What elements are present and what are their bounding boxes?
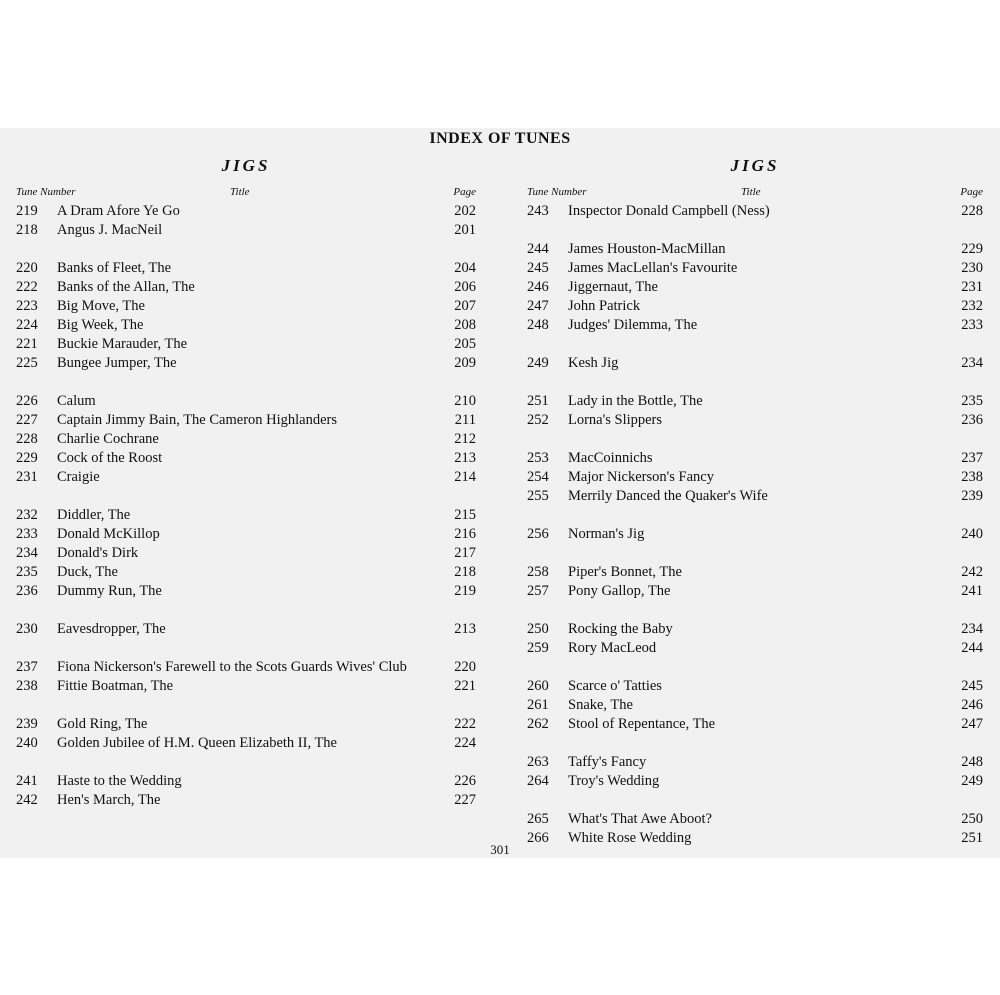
tune-number: 238 — [16, 678, 38, 694]
tune-number: 235 — [16, 564, 38, 580]
tune-number: 228 — [16, 431, 38, 447]
tune-title: White Rose Wedding — [568, 830, 692, 846]
index-row — [16, 677, 476, 696]
index-row — [16, 468, 476, 487]
tune-title: John Patrick — [568, 298, 641, 314]
index-row — [16, 259, 476, 278]
index-row — [16, 658, 476, 677]
page-ref: 211 — [454, 412, 476, 428]
tune-number: 243 — [527, 203, 549, 219]
tune-number: 255 — [527, 488, 549, 504]
tune-number: 231 — [16, 469, 38, 485]
index-row — [16, 430, 476, 449]
page-ref: 220 — [454, 659, 476, 675]
page-ref: 234 — [961, 355, 983, 371]
page-ref: 232 — [961, 298, 983, 314]
index-row — [527, 696, 983, 715]
tune-number: 219 — [16, 203, 38, 219]
page-ref: 237 — [961, 450, 983, 466]
tune-title: Banks of Fleet, The — [57, 260, 172, 276]
page-ref: 241 — [961, 583, 983, 599]
tune-number: 239 — [16, 716, 38, 732]
spacer — [16, 601, 476, 620]
tune-number: 262 — [527, 716, 549, 732]
right-section-heading: JIGS — [730, 156, 780, 175]
page-ref: 222 — [454, 716, 476, 732]
tune-number-header: Tune Number — [527, 186, 587, 198]
tune-title: Banks of the Allan, The — [57, 279, 195, 295]
tune-number: 258 — [527, 564, 549, 580]
index-row — [16, 278, 476, 297]
tune-number: 254 — [527, 469, 549, 485]
tune-number-header: Tune Number — [16, 186, 76, 198]
tune-title: Jiggernaut, The — [568, 279, 658, 295]
page-ref: 242 — [961, 564, 983, 580]
index-row — [527, 772, 983, 791]
tune-title: A Dram Afore Ye Go — [57, 203, 180, 219]
index-row — [527, 620, 983, 639]
spacer — [527, 506, 983, 525]
tune-number: 257 — [527, 583, 549, 599]
tune-title: Hen's March, The — [57, 792, 161, 808]
page-number: 301 — [490, 842, 510, 857]
tune-number: 233 — [16, 526, 38, 542]
index-row — [16, 335, 476, 354]
spacer — [16, 487, 476, 506]
page-ref: 219 — [454, 583, 476, 599]
page-ref: 221 — [454, 678, 476, 694]
right-column-headers — [527, 178, 983, 202]
tune-title: Taffy's Fancy — [568, 754, 647, 770]
page-ref: 246 — [961, 697, 983, 713]
index-row — [16, 525, 476, 544]
tune-number: 240 — [16, 735, 38, 751]
index-row — [527, 487, 983, 506]
page-ref: 248 — [961, 754, 983, 770]
index-row — [16, 582, 476, 601]
page-ref: 209 — [454, 355, 476, 371]
tune-title: Kesh Jig — [568, 355, 619, 371]
tune-title: Bungee Jumper, The — [57, 355, 177, 371]
tune-title: Angus J. MacNeil — [57, 222, 163, 238]
page-ref: 213 — [454, 450, 476, 466]
index-row — [527, 715, 983, 734]
page-ref: 206 — [454, 279, 476, 295]
tune-title: Stool of Repentance, The — [568, 716, 716, 732]
tune-title: Diddler, The — [57, 507, 131, 523]
page-ref: 247 — [961, 716, 983, 732]
index-row — [527, 525, 983, 544]
tune-title: MacCoinnichs — [568, 450, 653, 466]
index-row — [527, 297, 983, 316]
index-row — [527, 563, 983, 582]
tune-number: 229 — [16, 450, 38, 466]
tune-title: Donald's Dirk — [57, 545, 139, 561]
page-ref: 213 — [454, 621, 476, 637]
spacer — [527, 601, 983, 620]
tune-title: Rory MacLeod — [568, 640, 657, 656]
tune-number: 264 — [527, 773, 549, 789]
tune-title: Lorna's Slippers — [568, 412, 663, 428]
index-row — [527, 753, 983, 772]
page-ref: 244 — [961, 640, 983, 656]
index-row — [16, 316, 476, 335]
tune-title: Gold Ring, The — [57, 716, 148, 732]
spacer — [527, 373, 983, 392]
tune-title: Golden Jubilee of H.M. Queen Elizabeth II, The — [57, 735, 337, 751]
tune-title: Pony Gallop, The — [568, 583, 671, 599]
tune-number: 225 — [16, 355, 38, 371]
page-ref: 212 — [454, 431, 476, 447]
page-ref: 234 — [961, 621, 983, 637]
index-row — [527, 449, 983, 468]
page-ref: 239 — [961, 488, 983, 504]
page-ref: 214 — [454, 469, 476, 485]
index-row — [527, 316, 983, 335]
tune-number: 256 — [527, 526, 549, 542]
page-header: Page — [453, 186, 476, 198]
tune-number: 227 — [16, 412, 38, 428]
title-header: Title — [741, 186, 761, 198]
page-ref: 216 — [454, 526, 476, 542]
page-ref: 236 — [961, 412, 983, 428]
tune-number: 249 — [527, 355, 549, 371]
page-ref: 250 — [961, 811, 983, 827]
tune-number: 253 — [527, 450, 549, 466]
tune-number: 220 — [16, 260, 38, 276]
left-column-headers — [16, 178, 476, 202]
page-ref: 226 — [454, 773, 476, 789]
left-tune-list — [16, 202, 476, 810]
tune-number: 266 — [527, 830, 549, 846]
index-row — [527, 677, 983, 696]
tune-title: What's That Awe Aboot? — [568, 811, 712, 827]
tune-title: Lady in the Bottle, The — [568, 393, 703, 409]
spacer — [527, 734, 983, 753]
tune-number: 234 — [16, 545, 38, 561]
tune-title: Snake, The — [568, 697, 633, 713]
page-ref: 207 — [454, 298, 476, 314]
index-row — [16, 221, 476, 240]
spacer — [527, 335, 983, 354]
tune-number: 245 — [527, 260, 549, 276]
index-row — [16, 563, 476, 582]
tune-number: 251 — [527, 393, 549, 409]
tune-title: Fittie Boatman, The — [57, 678, 174, 694]
index-row — [16, 392, 476, 411]
tune-title: Captain Jimmy Bain, The Cameron Highlanders — [57, 412, 338, 428]
tune-number: 265 — [527, 811, 549, 827]
index-row — [16, 506, 476, 525]
page-ref: 217 — [454, 545, 476, 561]
tune-number: 247 — [527, 298, 549, 314]
spacer — [527, 430, 983, 449]
tune-title: Donald McKillop — [57, 526, 160, 542]
page-ref: 210 — [454, 393, 476, 409]
tune-number: 260 — [527, 678, 549, 694]
index-row — [16, 544, 476, 563]
page-ref: 215 — [454, 507, 476, 523]
page-title: INDEX OF TUNES — [429, 130, 571, 147]
tune-title: Buckie Marauder, The — [57, 336, 188, 352]
index-row — [16, 715, 476, 734]
page-ref: 245 — [961, 678, 983, 694]
tune-number: 241 — [16, 773, 38, 789]
spacer — [527, 221, 983, 240]
spacer — [527, 544, 983, 563]
page-ref: 204 — [454, 260, 476, 276]
tune-number: 224 — [16, 317, 38, 333]
page-ref: 233 — [961, 317, 983, 333]
index-row — [527, 810, 983, 829]
tune-title: Big Move, The — [57, 298, 145, 314]
left-section-heading: JIGS — [221, 156, 271, 175]
tune-number: 222 — [16, 279, 38, 295]
tune-title: Duck, The — [57, 564, 118, 580]
index-row — [527, 392, 983, 411]
tune-title: Judges' Dilemma, The — [568, 317, 698, 333]
page-ref: 251 — [961, 830, 983, 846]
index-row — [527, 259, 983, 278]
tune-number: 218 — [16, 222, 38, 238]
spacer — [16, 240, 476, 259]
spacer — [527, 791, 983, 810]
index-row — [527, 582, 983, 601]
tune-number: 250 — [527, 621, 549, 637]
tune-number: 248 — [527, 317, 549, 333]
index-row — [527, 411, 983, 430]
index-row — [527, 639, 983, 658]
index-row — [527, 240, 983, 259]
index-row — [527, 468, 983, 487]
tune-number: 263 — [527, 754, 549, 770]
tune-title: Piper's Bonnet, The — [568, 564, 682, 580]
tune-title: Haste to the Wedding — [57, 773, 182, 789]
index-row — [16, 202, 476, 221]
tune-title: Troy's Wedding — [568, 773, 660, 789]
tune-title: Major Nickerson's Fancy — [568, 469, 714, 485]
right-column — [527, 156, 983, 848]
tune-title: Craigie — [57, 469, 100, 485]
tune-number: 259 — [527, 640, 549, 656]
spacer — [16, 696, 476, 715]
page-ref: 205 — [454, 336, 476, 352]
tune-title: Fiona Nickerson's Farewell to the Scots Guards Wives' Club — [57, 659, 407, 675]
page-ref: 227 — [454, 792, 476, 808]
page-ref: 235 — [961, 393, 983, 409]
spacer — [16, 639, 476, 658]
left-column — [16, 156, 476, 810]
index-row — [16, 449, 476, 468]
index-row — [16, 772, 476, 791]
page-ref: 229 — [961, 241, 983, 257]
tune-title: Eavesdropper, The — [57, 621, 166, 637]
tune-title: Cock of the Roost — [57, 450, 163, 466]
page-ref: 218 — [454, 564, 476, 580]
title-header: Title — [230, 186, 250, 198]
page-ref: 202 — [454, 203, 476, 219]
index-row — [16, 791, 476, 810]
tune-title: James Houston-MacMillan — [568, 241, 726, 257]
spacer — [16, 373, 476, 392]
tune-number: 252 — [527, 412, 549, 428]
index-row — [16, 411, 476, 430]
tune-number: 236 — [16, 583, 38, 599]
page-ref: 249 — [961, 773, 983, 789]
tune-title: Calum — [57, 393, 96, 409]
tune-title: Dummy Run, The — [57, 583, 162, 599]
index-row — [16, 297, 476, 316]
tune-number: 232 — [16, 507, 38, 523]
index-row — [527, 354, 983, 373]
tune-number: 242 — [16, 792, 38, 808]
index-row — [16, 354, 476, 373]
page-ref: 201 — [454, 222, 476, 238]
index-row — [527, 278, 983, 297]
page-ref: 224 — [454, 735, 476, 751]
tune-number: 230 — [16, 621, 38, 637]
tune-title: Charlie Cochrane — [57, 431, 159, 447]
tune-number: 223 — [16, 298, 38, 314]
index-row — [16, 620, 476, 639]
index-row — [16, 734, 476, 753]
tune-title: Rocking the Baby — [568, 621, 673, 637]
tune-number: 226 — [16, 393, 38, 409]
tune-title: Scarce o' Tatties — [568, 678, 662, 694]
tune-number: 237 — [16, 659, 38, 675]
page-ref: 230 — [961, 260, 983, 276]
page-ref: 231 — [961, 279, 983, 295]
tune-title: Big Week, The — [57, 317, 144, 333]
tune-number: 246 — [527, 279, 549, 295]
tune-title: Norman's Jig — [568, 526, 645, 542]
tune-number: 261 — [527, 697, 549, 713]
page-ref: 208 — [454, 317, 476, 333]
tune-title: James MacLellan's Favourite — [568, 260, 738, 276]
right-tune-list — [527, 202, 983, 848]
tune-title: Inspector Donald Campbell (Ness) — [568, 203, 770, 219]
spacer — [16, 753, 476, 772]
spacer — [527, 658, 983, 677]
page-ref: 240 — [961, 526, 983, 542]
tune-number: 244 — [527, 241, 549, 257]
page-ref: 238 — [961, 469, 983, 485]
index-row — [527, 202, 983, 221]
tune-number: 221 — [16, 336, 38, 352]
tune-title: Merrily Danced the Quaker's Wife — [568, 488, 768, 504]
page-header: Page — [960, 186, 983, 198]
page-ref: 228 — [961, 203, 983, 219]
